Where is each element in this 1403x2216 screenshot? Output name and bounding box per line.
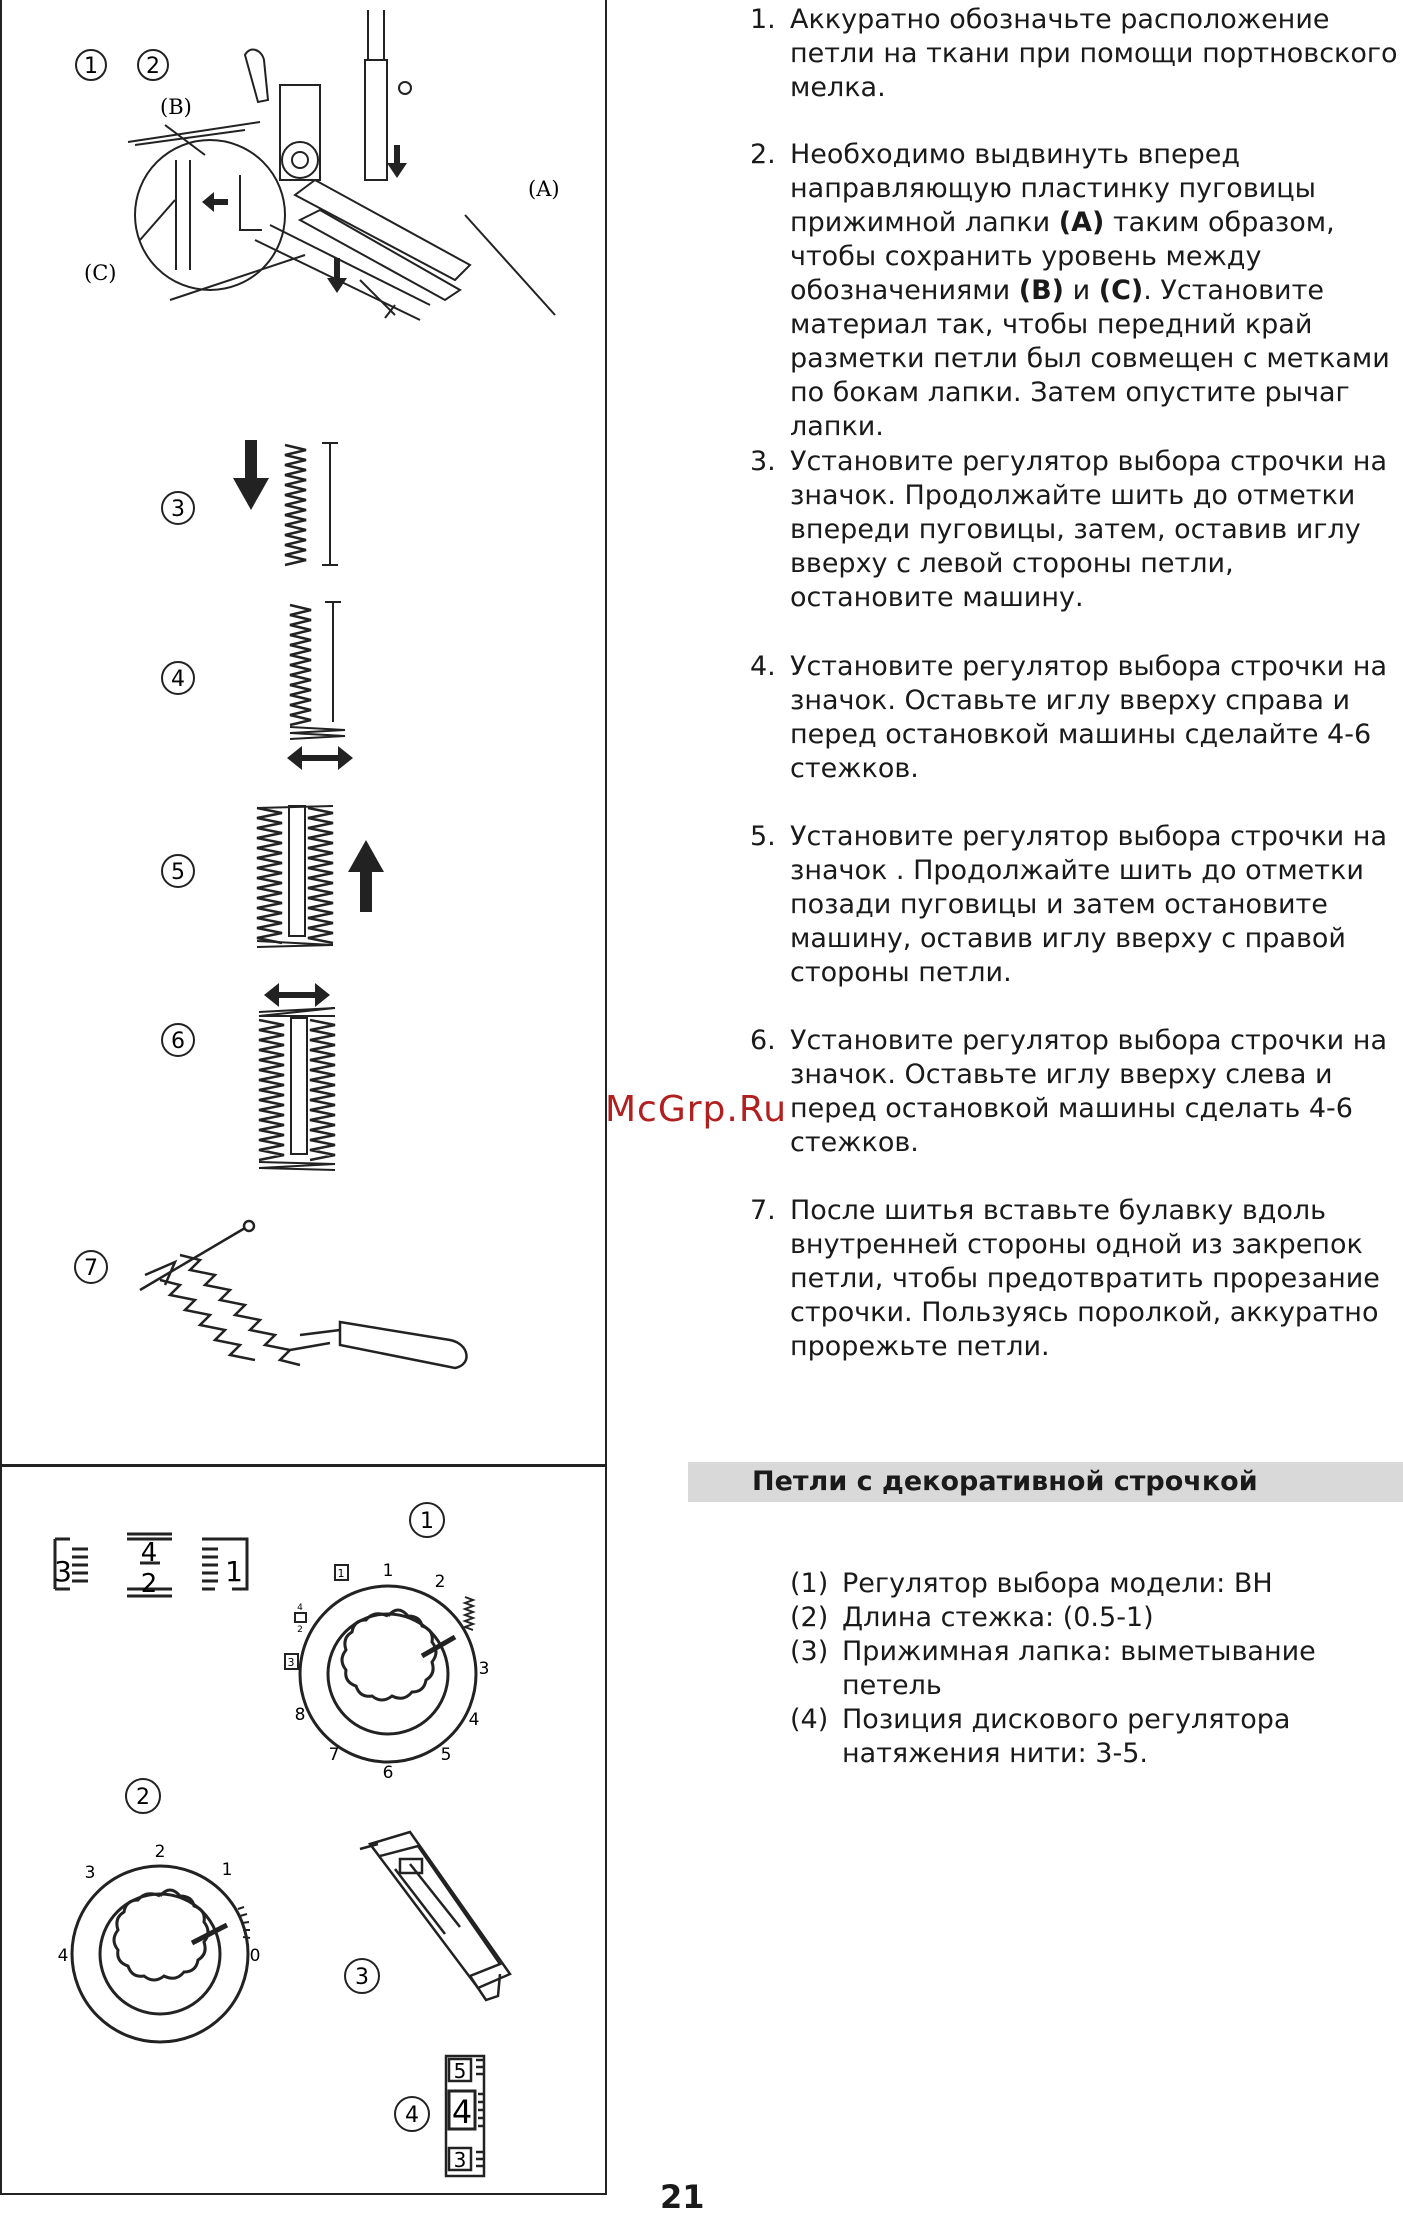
- step-2: [750, 138, 1400, 444]
- label-a: (A): [528, 177, 560, 201]
- step-2-text-part: таким образом, чтобы сохранить уровень между обозначениями: [790, 207, 1335, 306]
- settings-illustration: [0, 1464, 607, 2195]
- step-1: [750, 3, 1400, 105]
- step-2-number: 2.: [750, 139, 776, 170]
- selector-digit-middle-bottom: 2: [140, 1569, 158, 1599]
- pattern-dial-mini-marks: [285, 1565, 348, 1669]
- step-7-text: После шитья вставьте булавку вдоль внутренней стороны одной из закрепок петли, чтобы предотвратить прорезание строчки. Пользуясь поролкой, аккуратно прорежьте петли.: [790, 1195, 1380, 1362]
- step-marker-5-label: 5: [171, 860, 185, 885]
- setting-3-number: (3): [790, 1636, 829, 1667]
- step-marker-2: [138, 50, 168, 80]
- dial-marker-1: [410, 1503, 444, 1537]
- step-marker-3: [162, 492, 194, 524]
- step-6: [750, 1024, 1400, 1160]
- buttonhole-slit: [291, 1018, 307, 1154]
- watermark: McGrp.Ru: [605, 1089, 788, 1130]
- setting-1-number: (1): [790, 1568, 829, 1599]
- setting-2: [790, 1601, 1390, 1635]
- zigzag-stitch: [290, 605, 311, 725]
- step-marker-4-label: 4: [171, 667, 185, 692]
- step-2-text-part: . Установите материал так, чтобы передний край разметки петли был совмещен с метками по бокам лапки. Затем опустите рычаг лапки.: [790, 275, 1390, 442]
- dial-tick-4: 4: [468, 1710, 480, 1730]
- step-5-text: Установите регулятор выбора строчки на значок . Продолжайте шить до отметки позади пуговицы и затем остановите машину, оставив иглу вверху с правой стороны петли.: [790, 821, 1387, 988]
- bartack-stitch: [259, 1008, 335, 1016]
- dial-tick-5: 5: [440, 1745, 452, 1765]
- mini-mark-2: 2: [297, 1625, 303, 1635]
- setting-4-text: Позиция дискового регулятора натяжения нити: 3-5.: [842, 1704, 1291, 1769]
- dial-tick-6: 6: [382, 1763, 394, 1783]
- buttonhole-length-marker: [322, 443, 338, 565]
- stitch-tick-1: 1: [221, 1860, 233, 1880]
- setting-1: [790, 1567, 1390, 1601]
- step-1-number: 1.: [750, 4, 776, 35]
- ref-a: (A): [1058, 207, 1105, 238]
- step-4: [750, 650, 1400, 786]
- mini-mark-4: 4: [297, 1603, 303, 1613]
- step-marker-6-label: 6: [171, 1029, 185, 1054]
- section-title: Петли с декоративной строчкой: [752, 1466, 1258, 1497]
- step-marker-5: [162, 855, 194, 887]
- setting-3-text: Прижимная лапка: выметывание петель: [842, 1636, 1316, 1701]
- dial-marker-2-label: 2: [136, 1785, 150, 1810]
- stitch-tick-4: 4: [57, 1946, 69, 1966]
- ref-c: (C): [1098, 275, 1144, 306]
- step-6-number: 6.: [750, 1025, 776, 1056]
- dial-marker-1-label: 1: [420, 1509, 434, 1534]
- seam-ripper-drawing: [140, 1221, 466, 1368]
- page-number: 21: [660, 2178, 705, 2216]
- step-3-number: 3.: [750, 446, 776, 477]
- step-marker-7-label: 7: [84, 1256, 98, 1281]
- tension-digit-middle: 4: [451, 2093, 473, 2131]
- setting-1-text: Регулятор выбора модели: BH: [842, 1568, 1273, 1599]
- dial-tick-1: 1: [382, 1561, 394, 1581]
- pattern-dial-ticks: [295, 1561, 490, 1783]
- tension-digit-top: 5: [453, 2059, 467, 2083]
- buttonhole-length-marker: [325, 602, 341, 722]
- buttonhole-foot-drawing: [360, 1832, 510, 2000]
- tension-digit-bottom: 3: [453, 2148, 467, 2172]
- selector-digit-right: 1: [225, 1555, 243, 1588]
- ref-b: (B): [1018, 275, 1065, 306]
- step-marker-4: [162, 662, 194, 694]
- step-2-text-part: Необходимо выдвинуть вперед направляющую пластинку пуговицы прижимной лапки: [790, 139, 1316, 238]
- step-4-text: Установите регулятор выбора строчки на значок. Оставьте иглу вверху справа и перед остановкой машины сделайте 4-6 стежков.: [790, 651, 1387, 784]
- dial-tick-8: 8: [294, 1705, 306, 1725]
- step-6-text: Установите регулятор выбора строчки на значок. Оставьте иглу вверху слева и перед остановкой машины сделать 4-6 стежков.: [790, 1025, 1387, 1158]
- label-c: (C): [84, 261, 117, 285]
- buttonhole-slit: [289, 806, 305, 936]
- left-right-arrow-icon: [264, 983, 330, 1007]
- dial-tick-3: 3: [478, 1659, 490, 1679]
- stitch-tick-0: 0: [249, 1946, 261, 1966]
- step-2-text: [750, 138, 1400, 444]
- zigzag-stitch: [259, 1020, 284, 1160]
- stitch-tick-3: 3: [84, 1863, 96, 1883]
- selector-digit-left: 3: [54, 1555, 72, 1588]
- buttonhole-steps-illustration: [0, 0, 607, 1467]
- stitch-tick-2: 2: [154, 1842, 166, 1862]
- step-2-text-part: и: [1064, 275, 1099, 306]
- dial-marker-3: [345, 1959, 379, 1993]
- left-right-arrow-icon: [287, 746, 353, 770]
- bartack-stitch: [257, 806, 333, 808]
- step-1-text: Аккуратно обозначьте расположение петли на ткани при помощи портновского мелка.: [790, 4, 1398, 103]
- step-5-number: 5.: [750, 821, 776, 852]
- stitch-length-dial: [72, 1866, 250, 2042]
- pattern-selector-dial: [300, 1586, 476, 1762]
- step-marker-7: [75, 1251, 107, 1283]
- dial-marker-4-label: 4: [405, 2103, 419, 2128]
- zigzag-stitch: [310, 1020, 335, 1160]
- dial-tick-2: 2: [434, 1572, 446, 1592]
- left-arrow-icon: [202, 192, 228, 212]
- step-7-number: 7.: [750, 1195, 776, 1226]
- zigzag-stitch: [257, 808, 282, 943]
- bartack-stitch: [290, 727, 345, 739]
- step-marker-3-label: 3: [171, 497, 185, 522]
- label-b: (B): [160, 95, 192, 119]
- mini-mark-1: 1: [337, 1567, 345, 1580]
- zigzag-stitch: [308, 808, 333, 943]
- selector-digit-middle-top: 4: [140, 1538, 158, 1568]
- setting-4-number: (4): [790, 1704, 829, 1735]
- step-marker-1: [76, 50, 106, 80]
- setting-2-text: Длина стежка: (0.5-1): [842, 1602, 1154, 1633]
- mini-mark-3: 3: [287, 1656, 295, 1669]
- dial-marker-4: [395, 2097, 429, 2131]
- dial-tick-7: 7: [328, 1745, 340, 1765]
- step-marker-6: [162, 1024, 194, 1056]
- up-arrow-icon: [348, 840, 384, 912]
- dial-marker-3-label: 3: [355, 1965, 369, 1990]
- step-marker-1-label: 1: [84, 54, 98, 79]
- presser-foot-drawing: [128, 10, 555, 320]
- zigzag-stitch: [285, 445, 306, 565]
- down-arrow-icon: [387, 145, 407, 178]
- step-4-number: 4.: [750, 651, 776, 682]
- setting-2-number: (2): [790, 1602, 829, 1633]
- step-5: [750, 820, 1400, 990]
- step-marker-2-label: 2: [146, 54, 160, 79]
- dial-marker-2: [126, 1779, 160, 1813]
- setting-4: [790, 1703, 1350, 1771]
- bartack-stitch: [259, 1162, 335, 1170]
- setting-3: [790, 1635, 1350, 1703]
- step-3: [750, 445, 1400, 615]
- down-arrow-icon: [233, 440, 269, 510]
- step-3-text: Установите регулятор выбора строчки на значок. Продолжайте шить до отметки впереди пуговицы, затем, оставив иглу вверху с левой стороны петли, остановите машину.: [790, 446, 1387, 613]
- step-7: [750, 1194, 1400, 1364]
